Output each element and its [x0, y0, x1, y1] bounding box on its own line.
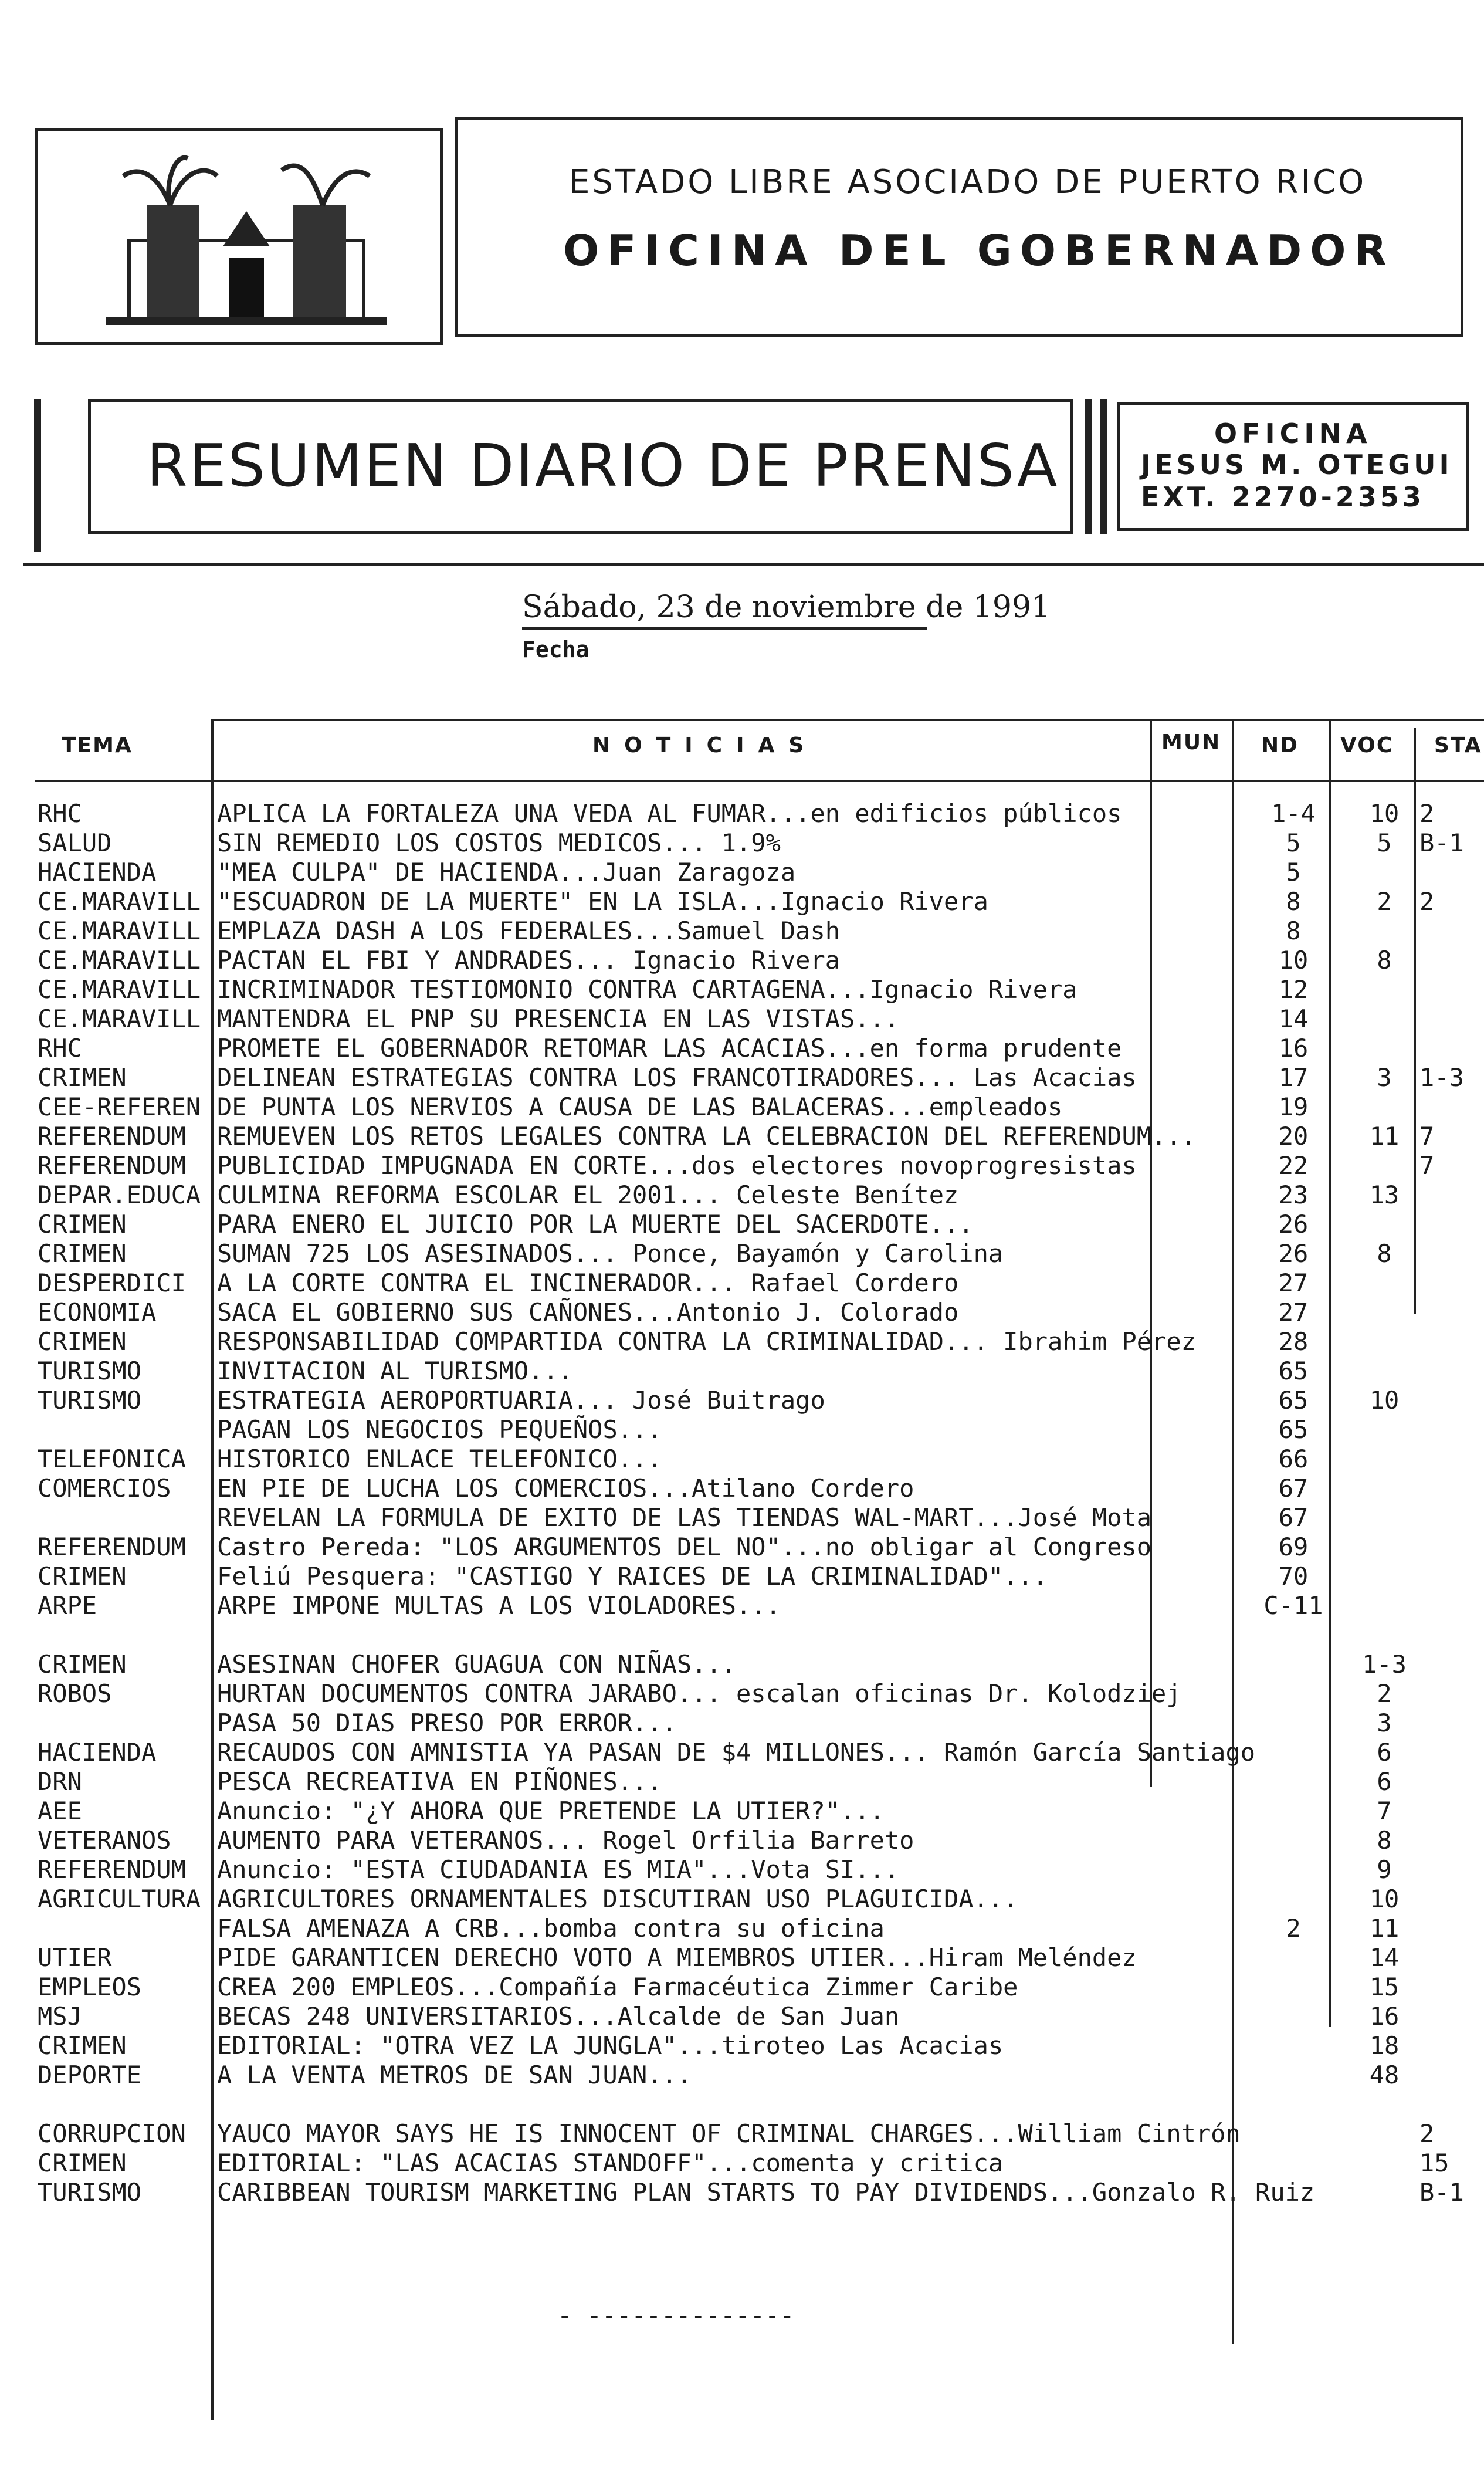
cell-tema: TURISMO [38, 2178, 142, 2207]
banner-bar-mid-2 [1100, 399, 1107, 534]
cell-tema: CORRUPCION [38, 2119, 186, 2148]
cell-tema: ARPE [38, 1591, 97, 1620]
cell-tema: CRIMEN [38, 1562, 127, 1591]
cell-noticia: PESCA RECREATIVA EN PIÑONES... [217, 1767, 662, 1796]
cell-tema: CE.MARAVILL [38, 975, 201, 1004]
date-text: Sábado, 23 de noviembre de 1991 [522, 590, 1051, 625]
cell-tema: EMPLEOS [38, 1973, 142, 2001]
table-row [0, 1709, 1484, 1738]
table-row [0, 2119, 1484, 2149]
cell-tema: RHC [38, 799, 82, 828]
column-header-noticias: NOTICIAS [592, 733, 818, 757]
cell-sta: 2 [1419, 799, 1435, 828]
cell-noticia: PROMETE EL GOBERNADOR RETOMAR LAS ACACIAS...en forma prudente [217, 1034, 1122, 1063]
cell-tema: CRIMEN [38, 2031, 127, 2060]
table-row [0, 916, 1484, 946]
cell-nd: 22 [1278, 1151, 1309, 1180]
cell-tema: CRIMEN [38, 2149, 127, 2177]
table-row [0, 1122, 1484, 1151]
cell-voc: 18 [1369, 2031, 1400, 2060]
cell-nd: 67 [1278, 1474, 1309, 1503]
cell-nd: 65 [1278, 1356, 1309, 1385]
cell-voc: 11 [1369, 1122, 1400, 1151]
cell-voc: 1-3 [1362, 1650, 1407, 1679]
cell-nd: 65 [1278, 1386, 1309, 1415]
cell-tema: COMERCIOS [38, 1474, 171, 1503]
cell-tema: HACIENDA [38, 1738, 157, 1767]
table-row [0, 2002, 1484, 2031]
cell-noticia: REVELAN LA FORMULA DE EXITO DE LAS TIENDAS WAL-MART...José Mota [217, 1503, 1152, 1532]
cell-noticia: EDITORIAL: "OTRA VEZ LA JUNGLA"...tiroteo Las Acacias [217, 2031, 1004, 2060]
table-row [0, 946, 1484, 975]
cell-noticia: CULMINA REFORMA ESCOLAR EL 2001... Celeste Benítez [217, 1180, 959, 1209]
table-row [0, 1767, 1484, 1797]
cell-tema: CE.MARAVILL [38, 946, 201, 975]
cell-noticia: Castro Pereda: "LOS ARGUMENTOS DEL NO"...no obligar al Congreso [217, 1532, 1152, 1561]
cell-tema: REFERENDUM [38, 1855, 186, 1884]
cell-voc: 3 [1377, 1063, 1392, 1092]
cell-noticia: Anuncio: "ESTA CIUDADANIA ES MIA"...Vota SI... [217, 1855, 900, 1884]
table-row [0, 1034, 1484, 1063]
table-row [0, 828, 1484, 858]
cell-noticia: RESPONSABILIDAD COMPARTIDA CONTRA LA CRIMINALIDAD... Ibrahim Pérez [217, 1327, 1196, 1356]
cell-noticia: PUBLICIDAD IMPUGNADA EN CORTE...dos electores novoprogresistas [217, 1151, 1137, 1180]
cell-nd: 67 [1278, 1503, 1309, 1532]
cell-noticia: A LA CORTE CONTRA EL INCINERADOR... Rafael Cordero [217, 1268, 959, 1297]
cell-noticia: REMUEVEN LOS RETOS LEGALES CONTRA LA CELEBRACION DEL REFERENDUM... [217, 1122, 1196, 1151]
cell-noticia: DE PUNTA LOS NERVIOS A CAUSA DE LAS BALACERAS...empleados [217, 1092, 1063, 1121]
cell-tema: SALUD [38, 828, 112, 857]
cell-tema: AEE [38, 1797, 82, 1825]
cell-noticia: HURTAN DOCUMENTOS CONTRA JARABO... escalan oficinas Dr. Kolodziej [217, 1679, 1181, 1708]
cell-voc: 15 [1369, 1973, 1400, 2001]
cell-noticia: ESTRATEGIA AEROPORTUARIA... José Buitrago [217, 1386, 825, 1415]
table-row [0, 2031, 1484, 2061]
cell-tema: ROBOS [38, 1679, 112, 1708]
cell-nd: 70 [1278, 1562, 1309, 1591]
table-header-rule [35, 780, 1484, 782]
fortaleza-logo-icon [106, 141, 387, 334]
cell-noticia: CREA 200 EMPLEOS...Compañía Farmacéutica Zimmer Caribe [217, 1973, 1018, 2001]
cell-nd: 14 [1278, 1004, 1309, 1033]
cell-noticia: YAUCO MAYOR SAYS HE IS INNOCENT OF CRIMINAL CHARGES...William Cintrón [217, 2119, 1241, 2148]
table-row [0, 1885, 1484, 1914]
column-header-tema: TEMA [62, 733, 133, 757]
cell-noticia: BECAS 248 UNIVERSITARIOS...Alcalde de San Juan [217, 2002, 900, 2031]
table-row [0, 858, 1484, 887]
cell-voc: 6 [1377, 1738, 1392, 1767]
table-row [0, 887, 1484, 916]
cell-noticia: EMPLAZA DASH A LOS FEDERALES...Samuel Dash [217, 916, 841, 945]
office-person: JESUS M. OTEGUI [1141, 449, 1453, 481]
cell-nd: 17 [1278, 1063, 1309, 1092]
cell-nd: C-11 [1263, 1591, 1323, 1620]
cell-noticia: INVITACION AL TURISMO... [217, 1356, 573, 1385]
cell-tema: CRIMEN [38, 1239, 127, 1268]
cell-tema: CE.MARAVILL [38, 887, 201, 916]
cell-tema: RHC [38, 1034, 82, 1063]
cell-tema: TURISMO [38, 1386, 142, 1415]
cell-noticia: INCRIMINADOR TESTIOMONIO CONTRA CARTAGENA...Ignacio Rivera [217, 975, 1078, 1004]
cell-voc: 10 [1369, 799, 1400, 828]
cell-voc: 10 [1369, 1885, 1400, 1913]
table-row [0, 2061, 1484, 2090]
cell-noticia: PAGAN LOS NEGOCIOS PEQUEÑOS... [217, 1415, 662, 1444]
cell-noticia: ASESINAN CHOFER GUAGUA CON NIÑAS... [217, 1650, 737, 1679]
table-row [0, 975, 1484, 1004]
cell-sta: 2 [1419, 2119, 1435, 2148]
cell-noticia: A LA VENTA METROS DE SAN JUAN... [217, 2061, 692, 2089]
date-line [522, 590, 1051, 625]
cell-noticia: AGRICULTORES ORNAMENTALES DISCUTIRAN USO PLAGUICIDA... [217, 1885, 1018, 1913]
cell-tema: DESPERDICI [38, 1268, 186, 1297]
office-label: OFICINA [1214, 418, 1372, 449]
cell-tema: AGRICULTURA [38, 1885, 201, 1913]
cell-noticia: "MEA CULPA" DE HACIENDA...Juan Zaragoza [217, 858, 796, 887]
cell-sta: B-1 [1419, 828, 1464, 857]
table-row [0, 1650, 1484, 1679]
column-header-sta: STA [1434, 733, 1482, 757]
table-row [0, 1180, 1484, 1210]
cell-tema: DEPORTE [38, 2061, 142, 2089]
cell-sta: 1-3 [1419, 1063, 1464, 1092]
cell-noticia: Feliú Pesquera: "CASTIGO Y RAICES DE LA CRIMINALIDAD"... [217, 1562, 1048, 1591]
header-rule [23, 563, 1484, 566]
cell-voc: 16 [1369, 2002, 1400, 2031]
table-row [0, 1063, 1484, 1092]
table-row [0, 1092, 1484, 1122]
cell-tema: ECONOMIA [38, 1298, 157, 1327]
table-row [0, 1826, 1484, 1855]
table-row [0, 1943, 1484, 1973]
cell-tema: CRIMEN [38, 1210, 127, 1239]
table-row [0, 1239, 1484, 1268]
cell-noticia: AUMENTO PARA VETERANOS... Rogel Orfilia Barreto [217, 1826, 914, 1855]
table-row [0, 1738, 1484, 1767]
table-row [0, 2178, 1484, 2207]
cell-voc: 48 [1369, 2061, 1400, 2089]
cell-noticia: EDITORIAL: "LAS ACACIAS STANDOFF"...comenta y critica [217, 2149, 1004, 2177]
cell-tema: TURISMO [38, 1356, 142, 1385]
cell-voc: 2 [1377, 887, 1392, 916]
cell-nd: 5 [1286, 828, 1301, 857]
cell-nd: 66 [1278, 1444, 1309, 1473]
cell-nd: 5 [1286, 858, 1301, 887]
table-row [0, 1855, 1484, 1885]
date-label: Fecha [522, 637, 589, 662]
cell-nd: 65 [1278, 1415, 1309, 1444]
cell-noticia: SUMAN 725 LOS ASESINADOS... Ponce, Bayamón y Carolina [217, 1239, 1004, 1268]
table-row [0, 1210, 1484, 1239]
cell-noticia: PASA 50 DIAS PRESO POR ERROR... [217, 1709, 677, 1737]
cell-noticia: CARIBBEAN TOURISM MARKETING PLAN STARTS TO PAY DIVIDENDS...Gonzalo R. Ruiz [217, 2178, 1315, 2207]
header-line-1: ESTADO LIBRE ASOCIADO DE PUERTO RICO [569, 163, 1367, 201]
cell-sta: 7 [1419, 1151, 1435, 1180]
cell-voc: 8 [1377, 1239, 1392, 1268]
cell-tema: TELEFONICA [38, 1444, 186, 1473]
cell-voc: 11 [1369, 1914, 1400, 1943]
cell-tema: CE.MARAVILL [38, 1004, 201, 1033]
table-row [0, 1679, 1484, 1709]
column-header-mun: MUN [1161, 730, 1221, 755]
cell-sta: 2 [1419, 887, 1435, 916]
footer-dashes: - -------------- [557, 2301, 795, 2330]
cell-tema: REFERENDUM [38, 1151, 186, 1180]
cell-nd: 27 [1278, 1298, 1309, 1327]
cell-voc: 13 [1369, 1180, 1400, 1209]
cell-nd: 1-4 [1271, 799, 1316, 828]
table-row [0, 1268, 1484, 1298]
cell-voc: 9 [1377, 1855, 1392, 1884]
cell-nd: 16 [1278, 1034, 1309, 1063]
cell-tema: CE.MARAVILL [38, 916, 201, 945]
table-row [0, 1532, 1484, 1562]
cell-noticia: ARPE IMPONE MULTAS A LOS VIOLADORES... [217, 1591, 781, 1620]
table-row [0, 1797, 1484, 1826]
column-header-nd: ND [1261, 733, 1299, 757]
cell-noticia: DELINEAN ESTRATEGIAS CONTRA LOS FRANCOTIRADORES... Las Acacias [217, 1063, 1137, 1092]
cell-tema: CRIMEN [38, 1063, 127, 1092]
cell-noticia: HISTORICO ENLACE TELEFONICO... [217, 1444, 662, 1473]
table-row [0, 799, 1484, 828]
cell-nd: 8 [1286, 916, 1301, 945]
cell-nd: 28 [1278, 1327, 1309, 1356]
cell-noticia: Anuncio: "¿Y AHORA QUE PRETENDE LA UTIER?"... [217, 1797, 885, 1825]
cell-nd: 12 [1278, 975, 1309, 1004]
table-row [0, 1327, 1484, 1356]
cell-tema: CEE-REFEREN [38, 1092, 201, 1121]
cell-voc: 8 [1377, 1826, 1392, 1855]
cell-voc: 14 [1369, 1943, 1400, 1972]
table-row [0, 1474, 1484, 1503]
cell-nd: 26 [1278, 1210, 1309, 1239]
cell-noticia: SIN REMEDIO LOS COSTOS MEDICOS... 1.9% [217, 828, 781, 857]
cell-noticia: APLICA LA FORTALEZA UNA VEDA AL FUMAR...en edificios públicos [217, 799, 1122, 828]
cell-tema: HACIENDA [38, 858, 157, 887]
table-top-rule [211, 719, 1484, 721]
cell-noticia: PARA ENERO EL JUICIO POR LA MUERTE DEL SACERDOTE... [217, 1210, 974, 1239]
cell-noticia: PIDE GARANTICEN DERECHO VOTO A MIEMBROS UTIER...Hiram Meléndez [217, 1943, 1137, 1972]
cell-tema: REFERENDUM [38, 1532, 186, 1561]
banner-bar-left [34, 399, 41, 552]
table-row [0, 1503, 1484, 1532]
cell-sta: B-1 [1419, 2178, 1464, 2207]
table-row [0, 2149, 1484, 2178]
cell-nd: 19 [1278, 1092, 1309, 1121]
table-row [0, 1356, 1484, 1386]
table-row [0, 1151, 1484, 1180]
table-row [0, 1591, 1484, 1621]
column-header-voc: VOC [1340, 733, 1394, 757]
cell-tema: VETERANOS [38, 1826, 171, 1855]
table-row [0, 1004, 1484, 1034]
table-row [0, 1914, 1484, 1943]
cell-tema: DRN [38, 1767, 82, 1796]
banner-title: RESUMEN DIARIO DE PRENSA [147, 431, 1059, 500]
cell-noticia: PACTAN EL FBI Y ANDRADES... Ignacio Rivera [217, 946, 841, 975]
cell-nd: 27 [1278, 1268, 1309, 1297]
cell-voc: 8 [1377, 946, 1392, 975]
cell-noticia: FALSA AMENAZA A CRB...bomba contra su oficina [217, 1914, 885, 1943]
cell-tema: CRIMEN [38, 1327, 127, 1356]
cell-nd: 10 [1278, 946, 1309, 975]
cell-voc: 7 [1377, 1797, 1392, 1825]
cell-noticia: SACA EL GOBIERNO SUS CAÑONES...Antonio J. Colorado [217, 1298, 959, 1327]
cell-voc: 2 [1377, 1679, 1392, 1708]
cell-nd: 8 [1286, 887, 1301, 916]
cell-voc: 6 [1377, 1767, 1392, 1796]
cell-nd: 69 [1278, 1532, 1309, 1561]
cell-voc: 10 [1369, 1386, 1400, 1415]
cell-noticia: MANTENDRA EL PNP SU PRESENCIA EN LAS VISTAS... [217, 1004, 900, 1033]
table-row [0, 1973, 1484, 2002]
table-row [0, 1415, 1484, 1444]
cell-noticia: RECAUDOS CON AMNISTIA YA PASAN DE $4 MILLONES... Ramón García Santiago [217, 1738, 1256, 1767]
banner-bar-mid-1 [1085, 399, 1092, 534]
cell-nd: 23 [1278, 1180, 1309, 1209]
cell-voc: 5 [1377, 828, 1392, 857]
header-line-2: OFICINA DEL GOBERNADOR [563, 226, 1395, 275]
cell-nd: 2 [1286, 1914, 1301, 1943]
cell-noticia: "ESCUADRON DE LA MUERTE" EN LA ISLA...Ignacio Rivera [217, 887, 988, 916]
cell-nd: 20 [1278, 1122, 1309, 1151]
cell-tema: DEPAR.EDUCA [38, 1180, 201, 1209]
cell-tema: CRIMEN [38, 1650, 127, 1679]
cell-tema: REFERENDUM [38, 1122, 186, 1151]
cell-sta: 7 [1419, 1122, 1435, 1151]
office-extension: EXT. 2270-2353 [1141, 481, 1425, 513]
cell-tema: MSJ [38, 2002, 82, 2031]
cell-nd: 26 [1278, 1239, 1309, 1268]
table-row [0, 1562, 1484, 1591]
cell-sta: 15 [1419, 2149, 1449, 2177]
cell-voc: 3 [1377, 1709, 1392, 1737]
table-row [0, 1444, 1484, 1474]
table-row [0, 1386, 1484, 1415]
cell-tema: UTIER [38, 1943, 112, 1972]
cell-noticia: EN PIE DE LUCHA LOS COMERCIOS...Atilano Cordero [217, 1474, 914, 1503]
table-row [0, 1298, 1484, 1327]
